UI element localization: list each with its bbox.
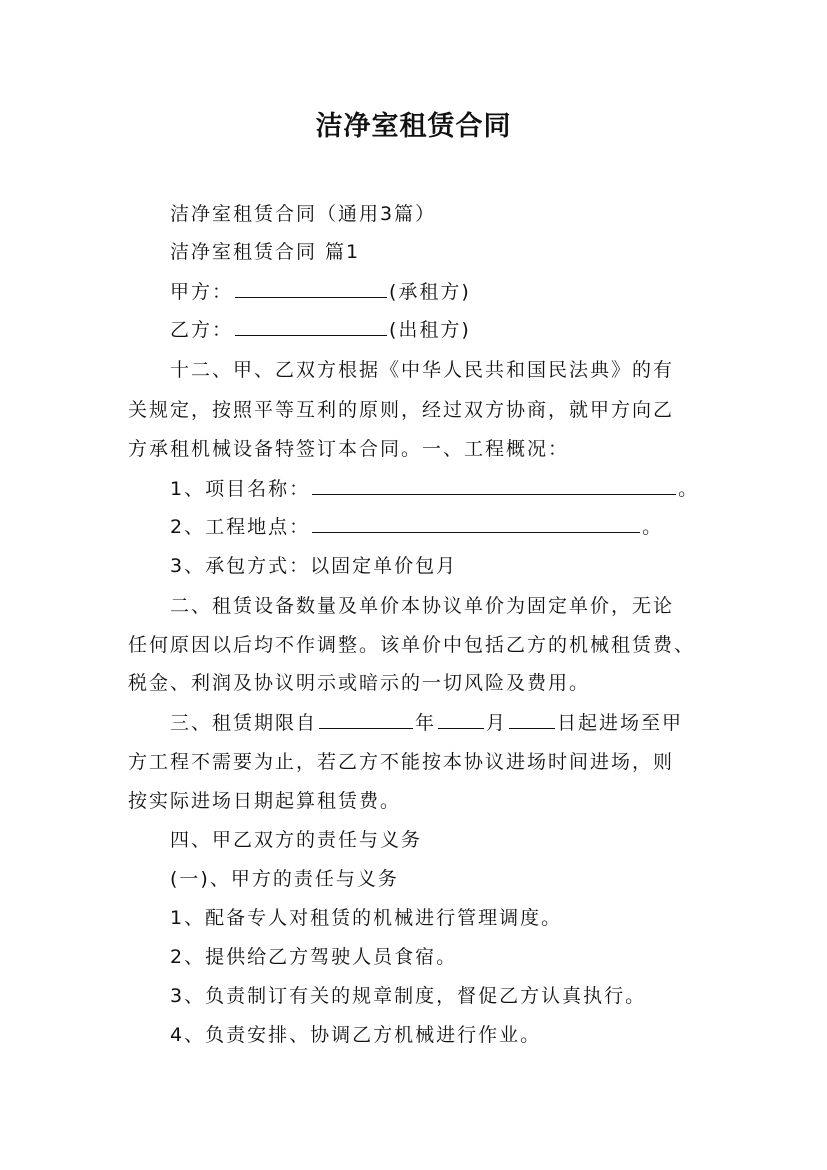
party-a-label: 甲方：: [170, 281, 234, 303]
text: 。: [678, 478, 700, 500]
text: (一)、甲方的责任与义务: [170, 868, 399, 890]
party-b-label: 乙方：: [170, 319, 234, 341]
paragraph-line: [128, 747, 674, 774]
party-a-blank: [235, 279, 387, 298]
section-heading: [170, 237, 360, 264]
text: 年: [415, 712, 437, 734]
text: 洁净室租赁合同 篇1: [170, 241, 361, 263]
project-location-label: 2、工程地点：: [170, 516, 311, 538]
text: 四、甲乙双方的责任与义务: [170, 829, 423, 851]
text: 方承租机械设备特签订本合同。一、工程概况：: [128, 438, 570, 460]
text: 。: [642, 516, 664, 538]
year-blank: [319, 710, 413, 729]
day-blank: [509, 710, 555, 729]
party-b-blank: [235, 317, 387, 336]
party-b-line: [170, 315, 471, 342]
paragraph-line: [170, 355, 674, 382]
project-name-line: [170, 474, 699, 501]
text: 方工程不需要为止，若乙方不能按本协议进场时间进场，则: [128, 751, 675, 773]
project-name-label: 1、项目名称：: [170, 478, 311, 500]
paragraph-line: [170, 981, 646, 1008]
text: 按实际进场日期起算租赁费。: [128, 790, 402, 812]
text: 3、承包方式：以固定单价包月: [170, 555, 458, 577]
party-a-role: (承租方): [389, 281, 471, 303]
text: 月: [486, 712, 508, 734]
text: 2、提供给乙方驾驶人员食宿。: [170, 946, 458, 968]
text: 十二、甲、乙双方根据《中华人民共和国民法典》的有: [170, 359, 675, 381]
paragraph-line: [170, 903, 562, 930]
paragraph-line: [170, 864, 399, 891]
paragraph-line: [128, 668, 590, 695]
project-name-blank: [312, 476, 676, 495]
project-location-blank: [312, 514, 640, 533]
text: 二、租赁设备数量及单价本协议单价为固定单价，无论: [170, 595, 675, 617]
text: 税金、利润及协议明示或暗示的一切风险及费用。: [128, 672, 591, 694]
subtitle-line: [170, 199, 436, 226]
paragraph-line: [128, 395, 674, 422]
month-blank: [438, 710, 484, 729]
paragraph-line: [170, 551, 457, 578]
text: 洁净室租赁合同（通用3篇）: [170, 203, 437, 225]
text: 任何原因以后均不作调整。该单价中包括乙方的机械租赁费、: [128, 634, 696, 656]
paragraph-line: [170, 591, 674, 618]
document-title: 洁净室租赁合同: [315, 111, 512, 142]
project-location-line: [170, 512, 663, 539]
text: 1、配备专人对租赁的机械进行管理调度。: [170, 907, 563, 929]
paragraph-line: [170, 825, 422, 852]
paragraph-line: [170, 942, 457, 969]
party-b-role: (出租方): [389, 319, 471, 341]
text: 3、负责制订有关的规章制度，督促乙方认真执行。: [170, 985, 647, 1007]
paragraph-line: [170, 1020, 541, 1047]
paragraph-line: [128, 630, 695, 657]
text: 4、负责安排、协调乙方机械进行作业。: [170, 1024, 542, 1046]
paragraph-line: [128, 434, 569, 461]
paragraph-line: [128, 786, 401, 813]
text: 日起进场至甲: [557, 712, 684, 734]
party-a-line: [170, 277, 471, 304]
text: 三、租赁期限自: [170, 712, 318, 734]
lease-term-line: [170, 708, 683, 735]
text: 关规定，按照平等互利的原则，经过双方协商，就甲方向乙: [128, 399, 675, 421]
